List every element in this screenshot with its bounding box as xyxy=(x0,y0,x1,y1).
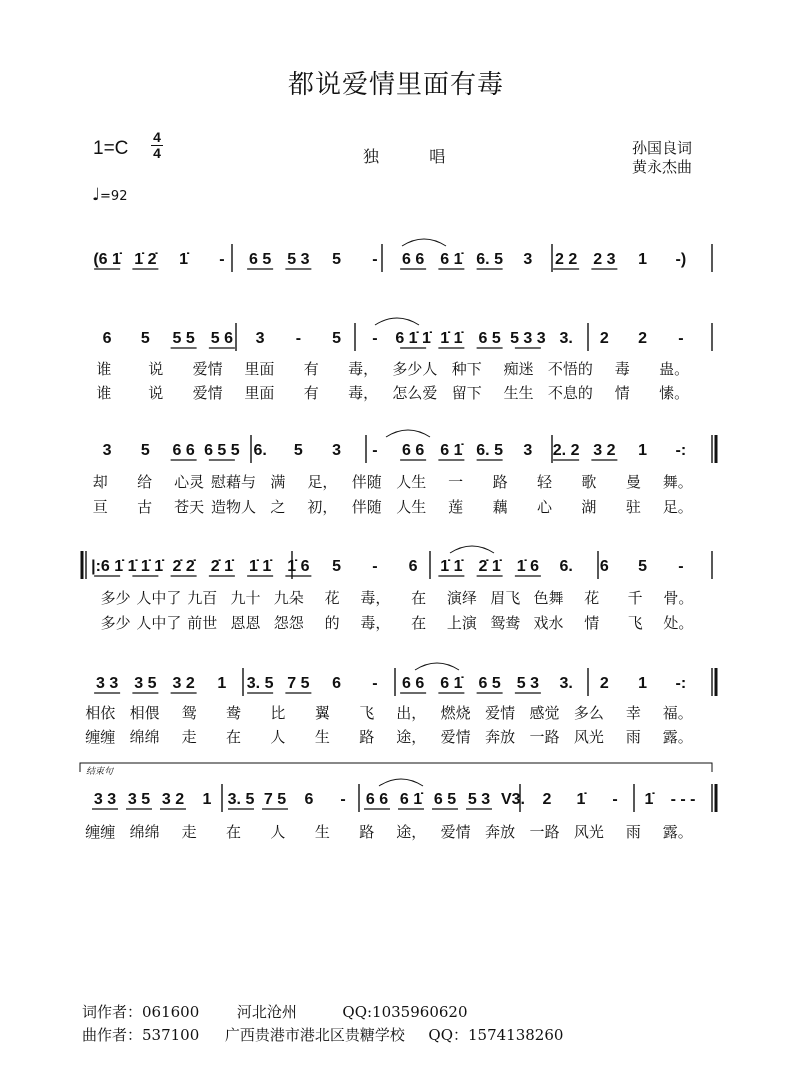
note-token: 3. 5 xyxy=(246,675,274,692)
note-token: 6. 5 xyxy=(476,442,503,459)
lyric-word: 愫。 xyxy=(659,384,690,402)
note-token: 3 xyxy=(523,442,533,459)
lyric-word: 飞 xyxy=(359,704,375,722)
lyric-word: 九百 xyxy=(187,589,218,607)
lyric-word: 曼 xyxy=(625,473,641,491)
note-token: 7 5 xyxy=(287,675,310,692)
note-token: 6 1̇ xyxy=(440,251,463,268)
note-token: 6 1̇ xyxy=(440,442,463,459)
lyric-word: 路 xyxy=(359,728,375,746)
note-token: 6 6 xyxy=(402,675,425,692)
note-token: 2̇ 1̇ xyxy=(210,558,233,575)
lyric-word: 苍天 xyxy=(174,498,205,516)
lyric-word: 伴随 xyxy=(351,498,382,516)
note-token: 6 6 xyxy=(402,442,425,459)
lyric-word: 毒 xyxy=(614,360,630,378)
lyric-word: 多少人 xyxy=(392,360,438,378)
note-token: 6 5 5 xyxy=(204,442,240,459)
lyric-word: 情 xyxy=(584,614,600,632)
note-token: 5 xyxy=(140,330,150,347)
note-token: 3 2 xyxy=(172,675,195,692)
note-token: 6 xyxy=(304,791,314,808)
note-token: 5 3 xyxy=(467,791,491,808)
lyric-word: 色舞 xyxy=(533,589,564,607)
lyric-word: 雨 xyxy=(625,823,641,841)
lyric-word: 骨。 xyxy=(663,589,694,607)
note-token: -: xyxy=(675,442,687,459)
lyric-word: 人 xyxy=(270,823,286,841)
note-token: 5 3 xyxy=(287,251,310,268)
time-numerator: 4 xyxy=(153,129,161,145)
note-token: 6 xyxy=(102,330,112,347)
note-token: - xyxy=(219,251,225,268)
lyric-word: 谁 xyxy=(96,360,112,378)
lyric-word: 露。 xyxy=(662,728,693,746)
lyric-word: 生生 xyxy=(503,384,534,402)
lyric-word: 风光 xyxy=(573,823,604,841)
lyric-word: 多少 xyxy=(100,614,131,632)
lyric-word: 有 xyxy=(303,360,319,378)
note-token: 1̇ 1̇ xyxy=(440,330,463,347)
quarter-note-icon: ♩ xyxy=(92,185,101,205)
note-token: 2̇ 1̇ xyxy=(478,558,501,575)
note-token: 6 xyxy=(599,558,609,575)
note-token: 1̇ xyxy=(179,251,189,268)
lyric-word: 爱情 xyxy=(485,704,516,722)
note-token: 3 2 xyxy=(593,442,616,459)
lyric-word: 满 xyxy=(270,473,286,491)
lyric-word: 之 xyxy=(270,498,286,516)
note-token: - xyxy=(372,330,378,347)
note-token: 6 6 xyxy=(172,442,195,459)
lyric-word: 一路 xyxy=(529,728,560,746)
lyric-word: 多么 xyxy=(573,704,604,722)
note-token: 5 6 xyxy=(210,330,233,347)
lyric-word: 种下 xyxy=(451,360,482,378)
lyric-word: 缠缠 xyxy=(85,823,116,841)
lyric-word: 足， xyxy=(307,473,338,491)
note-token: 5 xyxy=(293,442,303,459)
lyric-word: 初， xyxy=(307,498,338,516)
lyric-word: 鸳 xyxy=(181,704,197,722)
lyric-word: 走 xyxy=(181,823,197,841)
note-token: 3. xyxy=(559,330,573,347)
lyric-word: 怎么爱 xyxy=(392,384,438,402)
lyric-word: 谁 xyxy=(96,384,112,402)
lyric-word: 藕 xyxy=(492,498,508,516)
footer-composer xyxy=(82,1024,563,1045)
ending-label: 结束句 xyxy=(86,767,114,777)
lyric-word: 处。 xyxy=(663,614,694,632)
performance-char-a: 独 xyxy=(363,147,380,166)
lyric-word: 路 xyxy=(492,473,508,491)
lyric-word: 出， xyxy=(396,704,427,722)
lyric-word: 古 xyxy=(137,498,153,516)
note-token: 6 5 xyxy=(478,675,501,692)
lyric-word: 缠缠 xyxy=(85,728,116,746)
lyric-word: 里面 xyxy=(244,360,275,378)
footer-composer-label: 曲作者：537100 xyxy=(82,1026,200,1044)
lyric-word: 爱情 xyxy=(440,823,471,841)
lyric-word: 毒， xyxy=(360,614,391,632)
note-token: 3 3 xyxy=(93,791,117,808)
lyric-word: 花 xyxy=(584,589,600,607)
lyric-word: 人生 xyxy=(396,498,427,516)
lyric-word: 人中了 xyxy=(136,614,182,632)
note-token: 6 1̇ xyxy=(399,791,423,808)
lyric-word: 莲 xyxy=(448,498,464,516)
lyric-word: 人中了 xyxy=(136,589,182,607)
lyric-word: 说 xyxy=(148,360,164,378)
note-token: 3 5 xyxy=(127,791,151,808)
lyric-word: 心灵 xyxy=(174,473,205,491)
lyricist-credit: 孙国良词 xyxy=(632,139,693,157)
note-token: 2 xyxy=(599,675,609,692)
lyric-word: 湖 xyxy=(581,498,597,516)
note-token: - xyxy=(295,330,302,347)
slur-arc xyxy=(402,239,446,246)
note-token: 6 1̇ 1̇ xyxy=(395,330,431,347)
note-token: - - - xyxy=(670,791,696,808)
lyric-word: 奔放 xyxy=(485,823,516,841)
composer-credit: 黄永杰曲 xyxy=(632,158,693,176)
lyric-word: 绵绵 xyxy=(129,823,160,841)
lyric-word: 爱情 xyxy=(440,728,471,746)
note-token: 5 xyxy=(332,251,342,268)
lyric-word: 感觉 xyxy=(529,704,560,722)
lyric-word: 怨怨 xyxy=(273,614,304,632)
note-token: 5 xyxy=(332,330,342,347)
note-token: 2. 2 xyxy=(552,442,580,459)
lyric-word: 飞 xyxy=(627,614,643,632)
lyric-word: 鸯 xyxy=(225,704,242,722)
lyric-word: 造物人 xyxy=(210,498,257,516)
lyric-word: 爱情 xyxy=(192,384,223,402)
note-token: 3 xyxy=(523,251,533,268)
note-token: - xyxy=(372,558,378,575)
note-token: 6 xyxy=(408,558,418,575)
lyric-word: 绵绵 xyxy=(129,728,160,746)
note-token: 6. xyxy=(253,442,267,459)
note-token: 1̇ 1̇ xyxy=(440,558,463,575)
lyric-word: 心 xyxy=(536,498,553,516)
lyric-word: 轻 xyxy=(536,473,553,491)
note-token: 1 xyxy=(638,675,648,692)
note-token: 3. 5 xyxy=(227,791,255,808)
note-token: 3 2 xyxy=(161,791,185,808)
lyric-word: 却 xyxy=(92,473,108,491)
lyric-word: 毒， xyxy=(360,589,391,607)
note-token: -: xyxy=(675,675,687,692)
note-token: - xyxy=(372,251,378,268)
note-token: 5 xyxy=(332,558,342,575)
footer-composer-qq: QQ：1574138260 xyxy=(428,1026,564,1044)
lyric-word: 的 xyxy=(324,614,340,632)
lyric-word: 痴迷 xyxy=(503,360,534,378)
song-title: 都说爱情里面有毒 xyxy=(287,70,504,100)
note-token: 6 5 xyxy=(433,791,457,808)
note-token: |:6 1̇ xyxy=(91,558,124,575)
note-token: - xyxy=(340,791,346,808)
note-token: 2 2 xyxy=(555,251,578,268)
lyric-word: 足。 xyxy=(662,498,693,516)
note-token: 6. 5 xyxy=(476,251,503,268)
lyric-word: 生 xyxy=(314,823,330,841)
lyric-word: 在 xyxy=(225,823,242,841)
performance-char-b: 唱 xyxy=(429,147,446,166)
note-token: 3 5 xyxy=(134,675,157,692)
lyric-word: 翼 xyxy=(314,704,330,722)
lyric-word: 福。 xyxy=(662,704,693,722)
note-token: 5 xyxy=(638,558,648,575)
lyric-word: 人 xyxy=(270,728,286,746)
footer-lyricist-label: 词作者：061600 xyxy=(82,1003,200,1021)
lyric-word: 比 xyxy=(270,704,286,722)
lyric-word: 不息的 xyxy=(547,384,593,402)
lyric-word: 相依 xyxy=(85,704,116,722)
note-token: 1 xyxy=(638,251,648,268)
lyric-word: 人生 xyxy=(396,473,427,491)
note-token: 1̇ xyxy=(644,791,654,808)
lyric-word: 奔放 xyxy=(485,728,516,746)
lyric-word: 给 xyxy=(137,473,153,491)
note-token: 1 xyxy=(638,442,648,459)
note-token: -) xyxy=(675,251,687,268)
ending-bracket xyxy=(80,763,712,772)
lyric-word: 前世 xyxy=(187,614,218,632)
lyric-word: 演绎 xyxy=(446,589,477,607)
footer-lyricist-place: 河北沧州 xyxy=(236,1003,297,1021)
note-token: - xyxy=(678,558,684,575)
lyric-word: 驻 xyxy=(625,498,641,516)
lyric-word: 一路 xyxy=(529,823,560,841)
slur-arc xyxy=(379,779,423,786)
lyric-word: 在 xyxy=(411,589,427,607)
slur-arc xyxy=(450,546,494,553)
lyric-word: 亘 xyxy=(92,498,108,516)
lyric-word: 留下 xyxy=(451,384,482,402)
lyric-word: 多少 xyxy=(100,589,131,607)
time-denominator: 4 xyxy=(153,145,161,161)
lyric-word: 毒， xyxy=(348,384,379,402)
lyric-word: 慰藉与 xyxy=(210,473,257,491)
lyric-word: 幸 xyxy=(625,704,641,722)
lyric-word: 九朵 xyxy=(273,589,304,607)
note-token: 2 xyxy=(599,330,609,347)
note-token: 3 xyxy=(255,330,265,347)
lyric-word: 毒， xyxy=(348,360,379,378)
lyric-word: 有 xyxy=(303,384,319,402)
footer-lyricist xyxy=(82,1001,468,1022)
note-token: 1̇ 2̇ xyxy=(134,251,157,268)
lyric-word: 蛊。 xyxy=(659,360,690,378)
note-token: 3. xyxy=(559,675,573,692)
note-token: 3 xyxy=(102,442,112,459)
note-token: 2 xyxy=(638,330,648,347)
note-token: 5 3 3 xyxy=(510,330,546,347)
note-token: 1̇ 1̇ xyxy=(249,558,272,575)
note-token: 5 xyxy=(140,442,150,459)
slur-arc xyxy=(386,430,430,437)
note-token: (6 1̇ xyxy=(93,251,121,268)
lyric-word: 雨 xyxy=(625,728,641,746)
note-token: - xyxy=(372,442,378,459)
lyric-word: 路 xyxy=(359,823,375,841)
note-token: 7 5 xyxy=(263,791,287,808)
lyric-word: 走 xyxy=(181,728,197,746)
note-token: 6 5 xyxy=(249,251,272,268)
note-token: 5 3 xyxy=(516,675,539,692)
note-token: 6. xyxy=(559,558,573,575)
note-token: 6 xyxy=(332,675,342,692)
lyric-word: 九十 xyxy=(230,589,261,607)
note-token: 6 5 xyxy=(478,330,501,347)
lyric-word: 在 xyxy=(411,614,427,632)
lyric-word: 花 xyxy=(324,589,340,607)
footer-composer-place: 广西贵港市港北区贵糖学校 xyxy=(224,1026,405,1044)
note-token: 6 1̇ xyxy=(440,675,463,692)
tempo-value: =92 xyxy=(100,189,128,204)
lyric-word: 情 xyxy=(614,384,630,402)
note-token: 2 3 xyxy=(593,251,616,268)
lyric-word: 千 xyxy=(627,589,643,607)
lyric-word: 伴随 xyxy=(351,473,382,491)
lyric-word: 恩恩 xyxy=(230,614,261,632)
lyric-word: 鸳鸯 xyxy=(490,614,521,632)
note-token: 1̇ xyxy=(576,791,586,808)
lyric-word: 眉飞 xyxy=(490,589,521,607)
note-token: 1 xyxy=(217,675,227,692)
slur-arc xyxy=(415,663,459,670)
lyric-word: 舞。 xyxy=(662,473,693,491)
note-token: 1 xyxy=(202,791,212,808)
lyric-word: 一 xyxy=(448,473,464,491)
note-token: 2̇ 2̇ xyxy=(172,558,195,575)
lyric-word: 不悟的 xyxy=(547,360,593,378)
lyric-word: 风光 xyxy=(573,728,604,746)
note-token: 3 3 xyxy=(96,675,119,692)
lyric-word: 歌 xyxy=(581,473,597,491)
note-token: - xyxy=(678,330,684,347)
key-signature: 1=C xyxy=(93,138,129,159)
lyric-word: 爱情 xyxy=(192,360,223,378)
slur-arc xyxy=(375,318,419,325)
footer-lyricist-qq: QQ:1035960620 xyxy=(342,1003,468,1021)
note-token: 5 5 xyxy=(172,330,195,347)
lyric-word: 途， xyxy=(396,823,427,841)
note-token: 3 xyxy=(332,442,342,459)
lyric-word: 戏水 xyxy=(533,614,564,632)
lyric-word: 上演 xyxy=(446,614,477,632)
lyric-word: 在 xyxy=(225,728,242,746)
lyric-word: 露。 xyxy=(662,823,693,841)
lyric-word: 燃烧 xyxy=(440,704,471,722)
note-token: 6 6 xyxy=(402,251,425,268)
note-token: 1̇ 6 xyxy=(516,558,539,575)
note-token: 1̇ 1̇ 1̇ xyxy=(127,558,164,575)
note-token: - xyxy=(372,675,378,692)
note-token: 6 6 xyxy=(365,791,389,808)
note-token: V3. xyxy=(500,791,526,808)
lyric-word: 说 xyxy=(148,384,164,402)
lyric-word: 相偎 xyxy=(129,704,160,722)
lyric-word: 里面 xyxy=(244,384,275,402)
lyric-word: 生 xyxy=(314,728,330,746)
lyric-word: 途， xyxy=(396,728,427,746)
note-token: - xyxy=(612,791,618,808)
note-token: 1̇ 6 xyxy=(287,558,310,575)
note-token: 2 xyxy=(542,791,552,808)
